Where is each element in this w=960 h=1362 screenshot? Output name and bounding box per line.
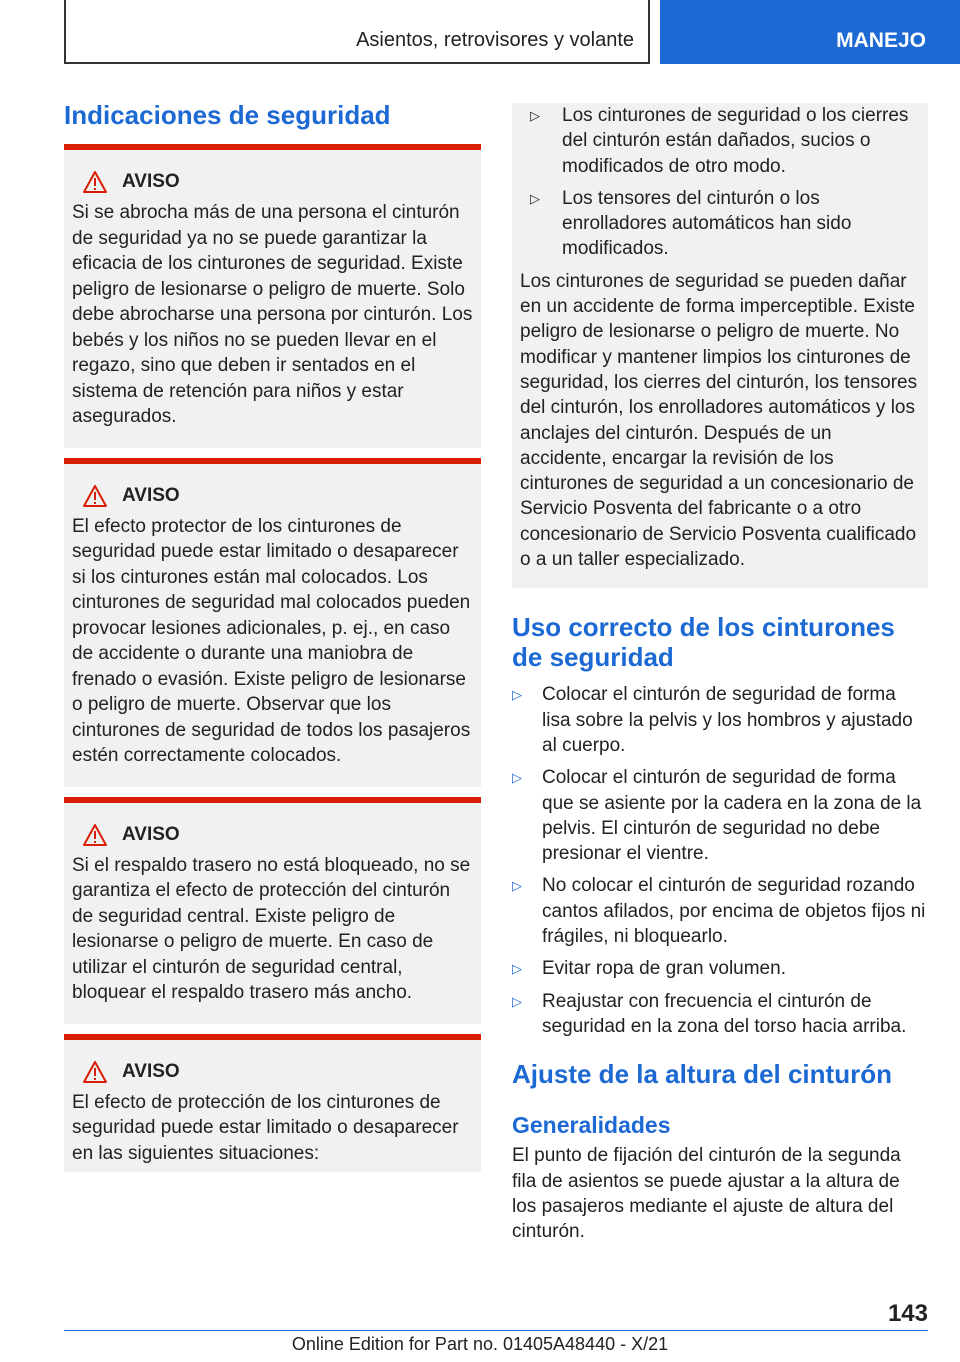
list-item: ▷ Reajustar con frecuencia el cinturón de seguridad en la zona del torso hacia arriba. [512,990,907,1037]
list-item: ▷ Evitar ropa de gran volumen. [512,956,928,981]
warning-text: Si se abrocha más de una persona el cinturón de seguridad ya no se puede garantizar la eficacia de los cinturones de seguridad. Existe peligro de lesionarse o peligro de muerte. Solo debe abrocharse una persona por cinturón. Los bebés y los niños no se pueden llevar en el regazo, sino que deben ir sentados en el sistema de retención para niños y estar asegurados. [72,202,473,427]
warning-header [82,170,473,194]
correct-use-list [512,682,928,1039]
triangle-right-icon: ▷ [530,190,540,206]
right-column [512,103,928,1244]
header-title: Asientos, retrovisores y volante [356,29,634,51]
warning-label: AVISO [122,823,180,845]
triangle-right-icon: ▷ [530,108,540,123]
list-item: ▷ Los cinturones de seguridad o los cierres del cinturón están dañados, sucios o modificados de otro modo. [530,105,909,177]
footer-divider [64,1330,928,1331]
list-item: ▷ Colocar el cinturón de seguridad de forma lisa sobre la pelvis y los hombros y ajustado al cuerpo. [512,684,913,756]
warning-triangle-icon [82,823,108,847]
warning-box [64,797,481,1024]
page-number: 143 [887,1300,928,1327]
warning-text: El efecto protector de los cinturones de seguridad puede estar limitado o desaparecer si los cinturones están mal colocados. Los cinturones de seguridad mal colocados pueden provocar lesiones adicionales, p. ej., en caso de accidente o durante una maniobra de frenado o evasión. Existe peligro de lesionarse o peligro de muerte. Observar que los cinturones de seguridad de todos los pasajeros estén correctamente colocados. [72,515,471,766]
warning-text: El efecto de protección de los cinturones de seguridad puede estar limitado o desaparecer en las siguientes situaciones: [72,1091,459,1164]
list-item: ▷ Colocar el cinturón de seguridad de forma que se asiente por la cadera en la zona de la pelvis. El cinturón de seguridad no debe presionar el vientre. [512,767,922,865]
footer-edition: Online Edition for Part no. 01405A48440 - X/21 [291,1334,669,1354]
warning-label: AVISO [122,171,180,192]
list-item: ▷ Los tensores del cinturón o los enrolladores automáticos han sido modificados. [530,187,852,260]
warning-box [64,458,481,787]
header-tab [64,0,650,64]
section-badge [660,0,960,64]
warning-header [82,823,473,847]
warning-header [82,1060,473,1084]
warning-triangle-icon [82,170,108,194]
triangle-right-icon: ▷ [512,878,522,894]
warning-header [82,484,473,508]
section-heading-safety: Indicaciones de seguridad [64,100,391,130]
warning-box [64,1034,481,1173]
warning-label: AVISO [122,484,180,506]
triangle-right-icon: ▷ [512,961,522,977]
triangle-right-icon: ▷ [512,770,522,786]
triangle-right-icon: ▷ [512,993,522,1009]
section-heading-belt-height: Ajuste de la altura del cinturón [512,1059,892,1090]
warning-situations-list [520,103,920,262]
warning-triangle-icon [82,484,108,508]
warning-triangle-icon [82,1060,108,1084]
triangle-right-icon: ▷ [512,687,522,703]
warning-label: AVISO [122,1060,180,1082]
general-text: El punto de fijación del cinturón de la segunda fila de asientos se puede ajustar a la altura de los pasajeros mediante el ajuste de altura del cinturón. [512,1145,901,1243]
section-label: MANEJO [836,29,926,52]
warning-text: Los cinturones de seguridad se pueden dañar en un accidente de forma imperceptible. Existe peligro de lesionarse o peligro de muerte. No modificar y mantener limpios los cinturones de seguridad, los cierres del cinturón, los tensores del cinturón, los enrolladores automáticos y los anclajes del cinturón. Después de un accidente, encargar la revisión de los cinturones de seguridad a un concesionario de Servicio Posventa del fabricante o a otro concesionario de Servicio Posventa cualificado o a un taller especializado. [520,270,918,571]
warning-continuation [512,103,928,588]
list-item: ▷ No colocar el cinturón de seguridad rozando cantos afilados, por encima de objetos fijos ni frágiles, ni bloquearlo. [512,875,926,948]
left-column [64,100,481,1172]
subheading-general: Generalidades [512,1112,671,1139]
section-heading-correct-use: Uso correcto de los cinturones de seguridad [512,612,895,673]
warning-text: Si el respaldo trasero no está bloqueado, no se garantiza el efecto de protección del cinturón de seguridad central. Existe peligro de lesionarse o peligro de muerte. En caso de utilizar el cinturón de seguridad central, bloquear el respaldo trasero más ancho. [72,854,471,1003]
warning-box [64,144,481,448]
